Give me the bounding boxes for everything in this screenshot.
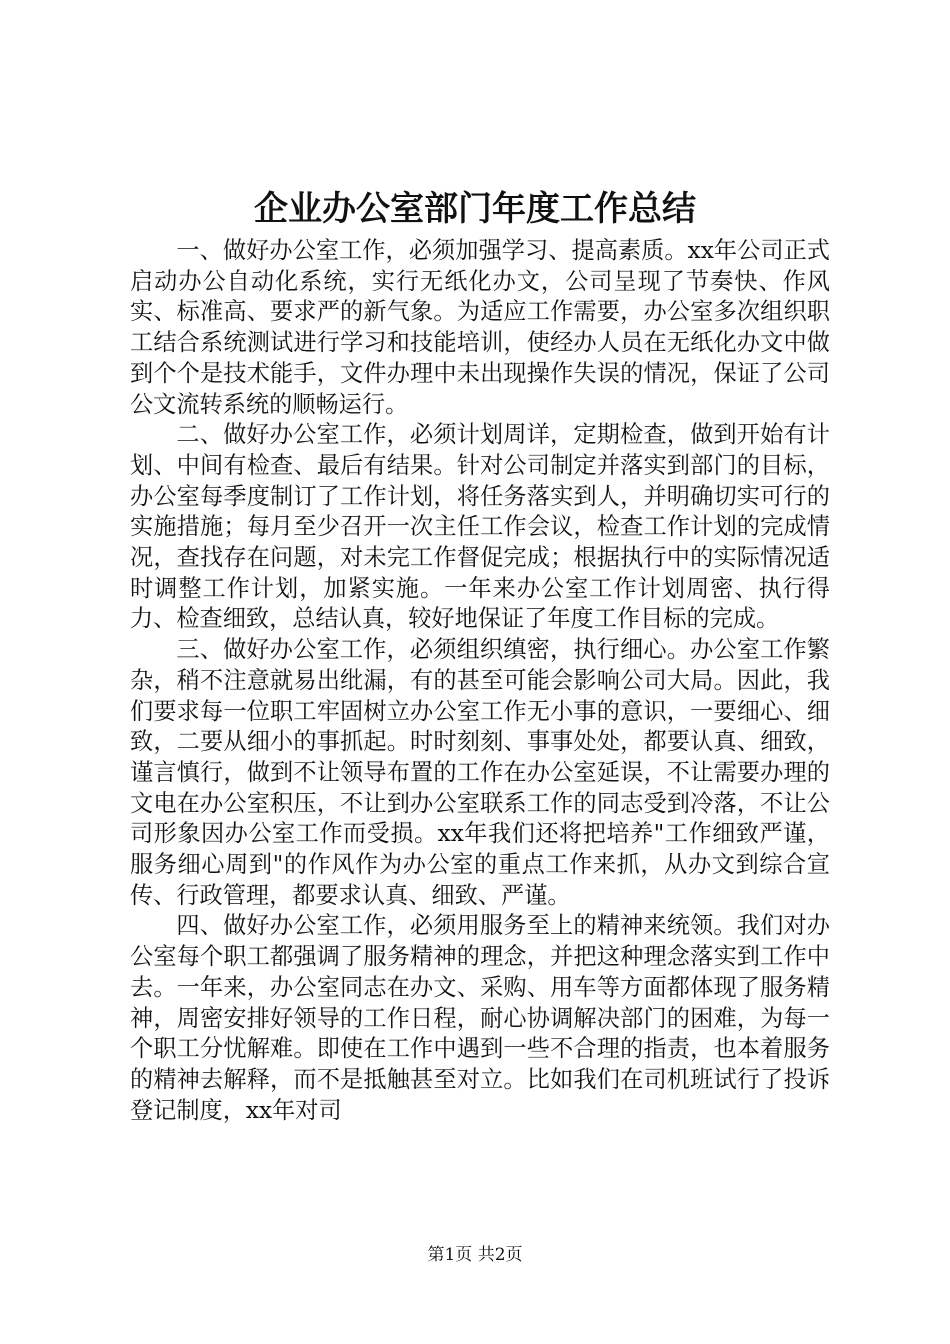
paragraph-4: 四、做好办公室工作，必须用服务至上的精神来统领。我们对办公室每个职工都强调了服务精神的理念，并把这种理念落实到工作中去。一年来，办公室同志在办文、采购、用车等方面都体现了服务精神，周密安排好领导的工作日程，耐心协调解决部门的困难，为每一个职工分忧解难。即使在工作中遇到一些不合理的指责，也本着服务的精神去解释，而不是抵触甚至对立。比如我们在司机班试行了投诉登记制度，xx年对司: [130, 912, 830, 1124]
document-title: 企业办公室部门年度工作总结: [254, 189, 696, 229]
paragraph-3: 三、做好办公室工作，必须组织缜密，执行细心。办公室工作繁杂，稍不注意就易出纰漏，有的甚至可能会影响公司大局。因此，我们要求每一位职工牢固树立办公室工作无小事的意识，一要细心、细致，二要从细小的事抓起。时时刻刻、事事处处，都要认真、细致，谨言慎行，做到不让领导布置的工作在办公室延误，不让需要办理的文电在办公室积压，不让到办公室联系工作的同志受到冷落，不让公司形象因办公室工作而受损。xx年我们还将把培养"工作细致严谨，服务细心周到"的作风作为办公室的重点工作来抓，从办文到综合宣传、行政管理，都要求认真、细致、严谨。: [130, 636, 830, 909]
page-footer: 第1页 共2页: [427, 1245, 523, 1265]
paragraph-2: 二、做好办公室工作，必须计划周详，定期检查，做到开始有计划、中间有检查、最后有结果。针对公司制定并落实到部门的目标，办公室每季度制订了工作计划，将任务落实到人，并明确切实可行的实施措施；每月至少召开一次主任工作会议，检查工作计划的完成情况，查找存在问题，对未完工作督促完成；根据执行中的实际情况适时调整工作计划，加紧实施。一年来办公室工作计划周密、执行得力、检查细致，总结认真，较好地保证了年度工作目标的完成。: [130, 421, 830, 633]
document-body: [130, 236, 830, 1126]
paragraph-1: 一、做好办公室工作，必须加强学习、提高素质。xx年公司正式启动办公自动化系统，实行无纸化办文，公司呈现了节奏快、作风实、标准高、要求严的新气象。为适应工作需要，办公室多次组织职工结合系统测试进行学习和技能培训，使经办人员在无纸化办文中做到个个是技术能手，文件办理中未出现操作失误的情况，保证了公司公文流转系统的顺畅运行。: [130, 237, 830, 418]
